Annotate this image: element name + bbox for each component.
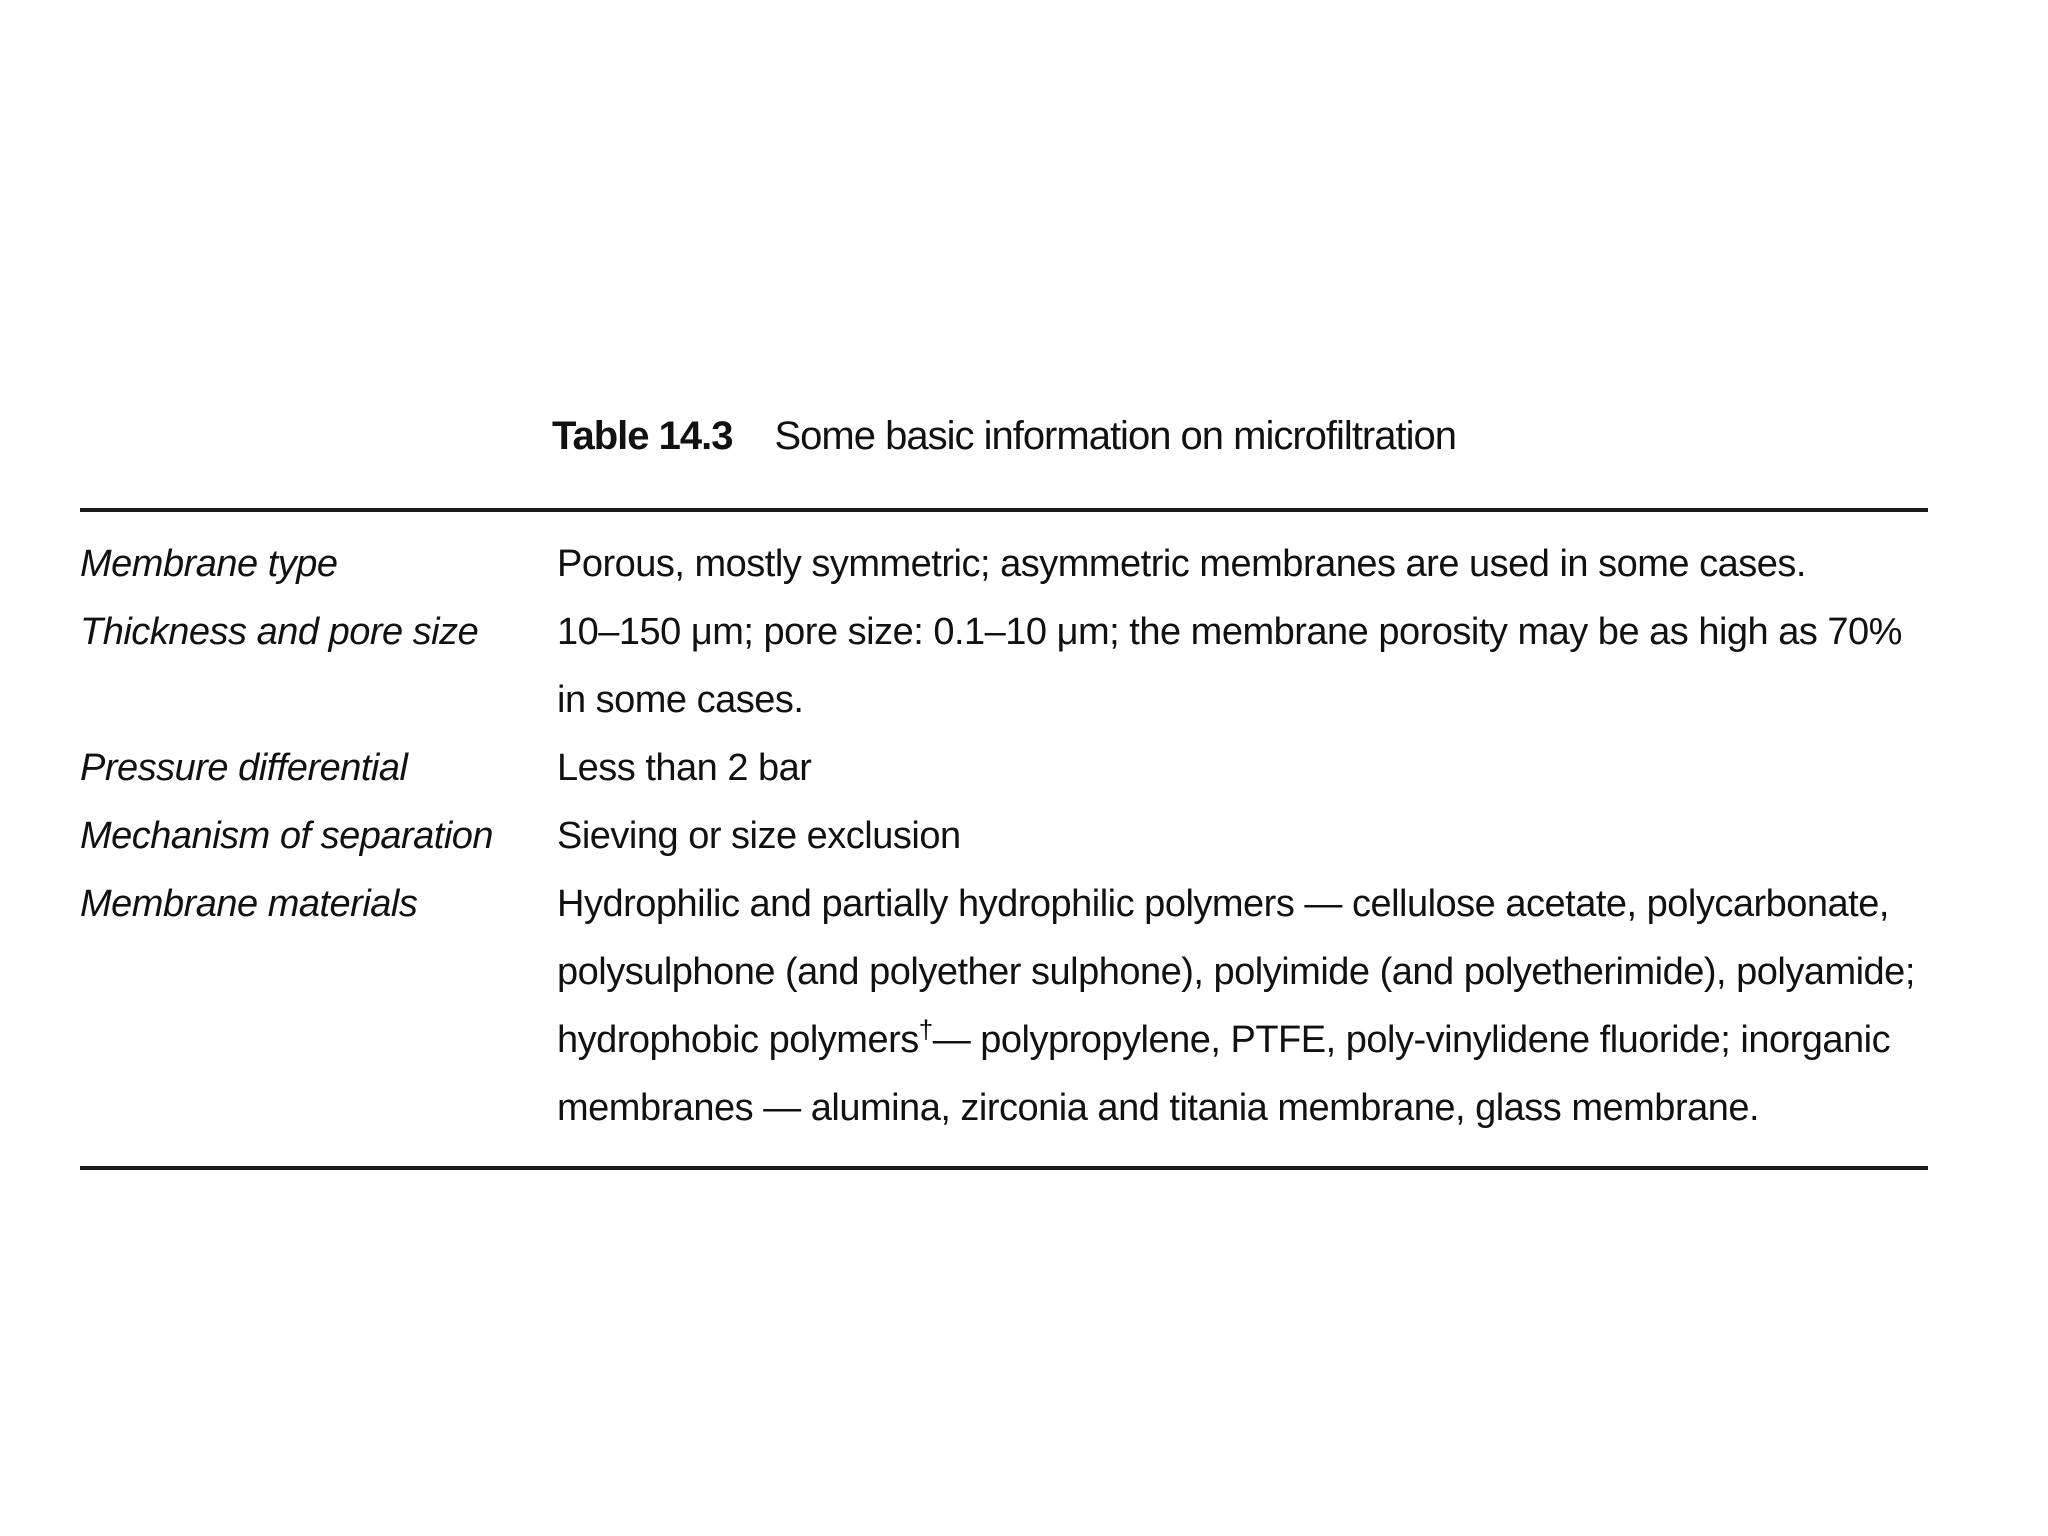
row-label-thickness-pore-size: Thickness and pore size — [80, 611, 479, 653]
table-bottom-rule — [80, 1166, 1928, 1170]
table-title: Some basic information on microfiltration — [774, 414, 1456, 458]
table-row — [80, 598, 1928, 734]
table-caption — [80, 408, 1928, 464]
row-label-membrane-materials: Membrane materials — [80, 883, 418, 925]
table-row — [80, 802, 1928, 870]
table — [80, 408, 1928, 1170]
table-row — [80, 870, 1928, 1142]
row-label-mechanism-of-separation: Mechanism of separation — [80, 815, 494, 857]
row-value-mechanism-of-separation: Sieving or size exclusion — [557, 815, 961, 857]
row-value-pressure-differential: Less than 2 bar — [557, 747, 812, 789]
membrane-materials-text-part1: Hydrophilic and partially hydrophilic polymers — cellulose acetate, polycarbonate, polysulphone (and polyether sulphone), polyimide (and polyetherimide), polyamide; hydrophobic polymers — [557, 883, 1915, 1061]
table-body — [80, 512, 1928, 1166]
row-label-membrane-type: Membrane type — [80, 543, 338, 585]
footnote-mark: † — [918, 1014, 933, 1045]
table-number: Table 14.3 — [552, 414, 733, 458]
row-value-membrane-materials — [557, 870, 1928, 1142]
row-value-membrane-type: Porous, mostly symmetric; asymmetric membranes are used in some cases. — [557, 543, 1806, 585]
table-row — [80, 530, 1928, 598]
row-value-thickness-pore-size: 10–150 μm; pore size: 0.1–10 μm; the membrane porosity may be as high as 70% in some cases. — [557, 611, 1902, 721]
table-row — [80, 734, 1928, 802]
membrane-materials-text-part2: — polypropylene, PTFE, poly-vinylidene fluoride; inorganic membranes — alumina, zirconia and titania membrane, glass membrane. — [557, 1019, 1891, 1129]
row-label-pressure-differential: Pressure differential — [80, 747, 408, 789]
